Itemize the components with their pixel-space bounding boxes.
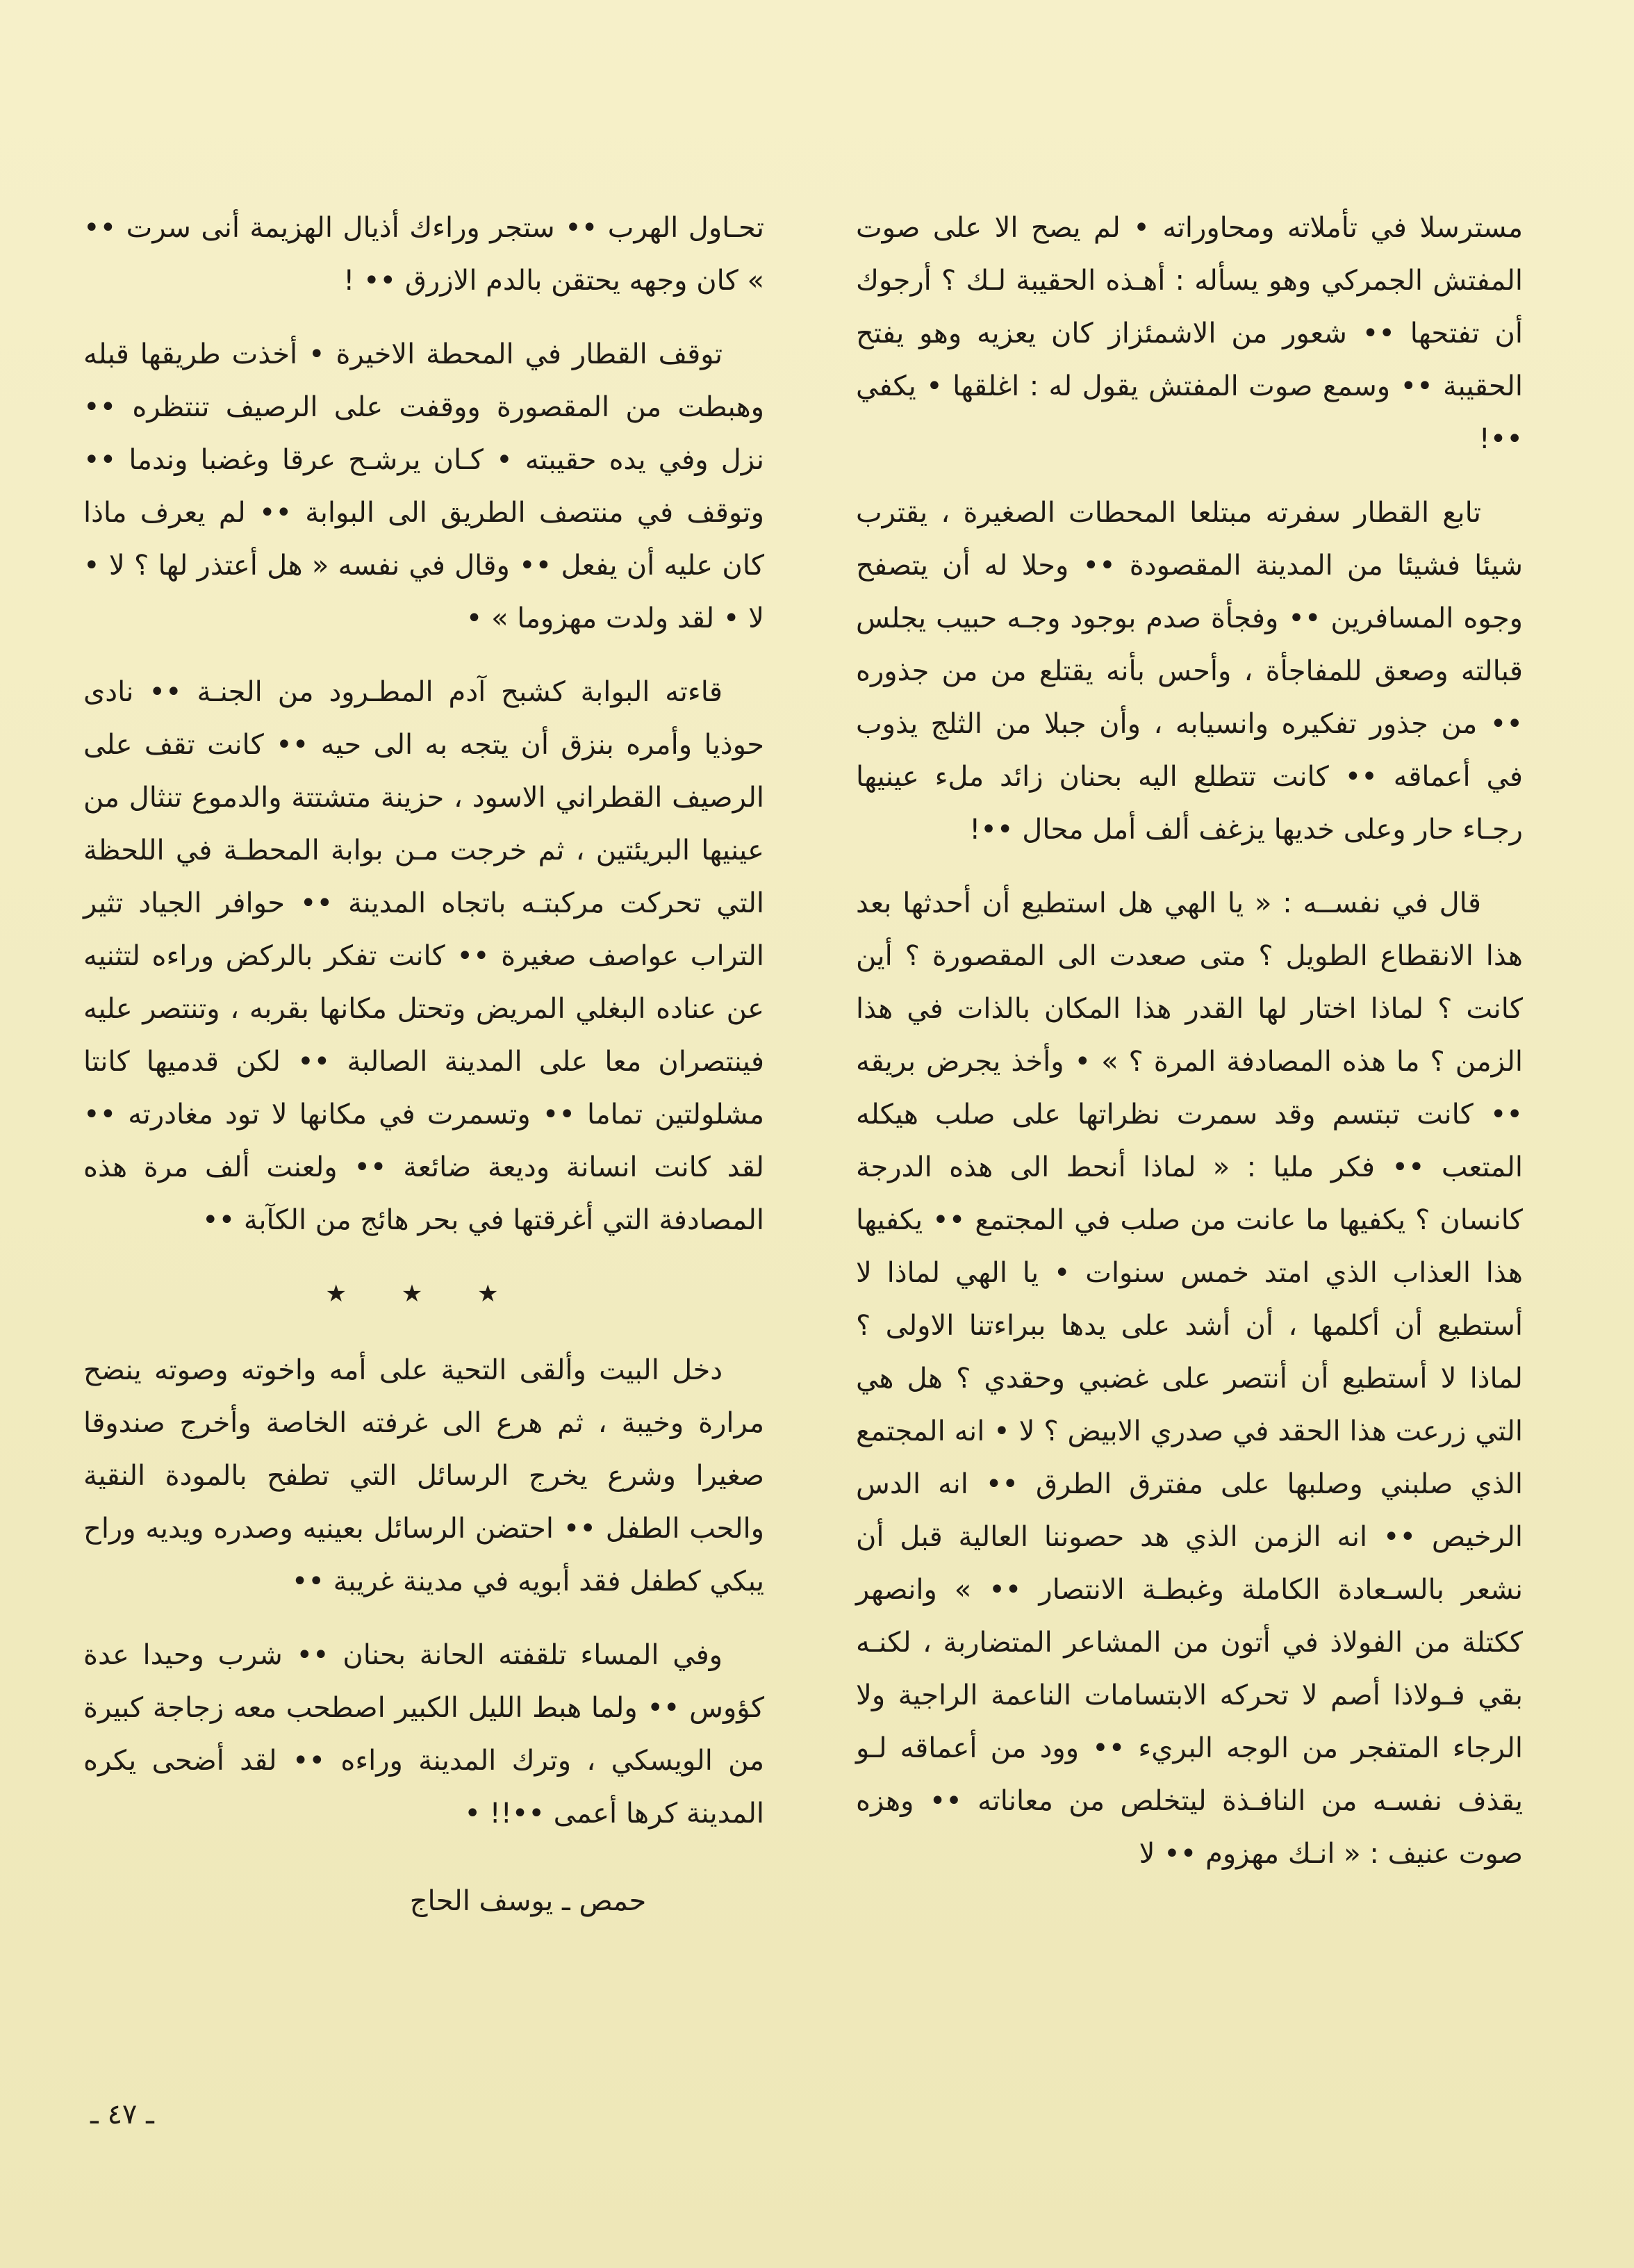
- paragraph: وفي المساء تلقفته الحانة بحنان •• شرب وحيدا عدة كؤوس •• ولما هبط الليل الكبير اصطحب معه زجاجة كبيرة من الويسكي ، وترك المدينة وراءه •• لقد أضحى يكره المدينة كرها أعمى ••!! •: [83, 1639, 764, 1830]
- author-signature: حمص ـ يوسف الحاج: [409, 1885, 647, 1917]
- left-text-column: [83, 202, 764, 1928]
- paragraph: دخل البيت وألقى التحية على أمه واخوته وصوته ينضح مرارة وخيبة ، ثم هرع الى غرفته الخاصة وأخرج صندوقا صغيرا وشرع يخرج الرسائل التي تطفح بالمودة النقية والحب الطفل •• احتضن الرسائل بعينيه وصدره ويديه وراح يبكي كطفل فقد أبويه في مدينة غريبة ••: [83, 1354, 764, 1597]
- paragraph: قال في نفســه : « يا الهي هل استطيع أن أحدثها بعد هذا الانقطاع الطويل ؟ متى صعدت الى المقصورة ؟ أين كانت ؟ لماذا اختار لها القدر هذا المكان بالذات في هذا الزمن ؟ ما هذه المصادفة المرة ؟ » • وأخذ يجرض بريقه •• كانت تبتسم وقد سمرت نظراتها على صلب هيكله المتعب •• فكر مليا : « لماذا أنحط الى هذه الدرجة كانسان ؟ يكفيها ما عانت من صلب في المجتمع •• يكفيها هذا العذاب الذي امتد خمس سنوات • يا الهي لماذا لا أستطيع أن أكلمها ، أن أشد على يدها ببراءتنا الاولى ؟ لماذا لا أستطيع أن أنتصر على غضبي وحقدي ؟ هل هي التي زرعت هذا الحقد في صدري الابيض ؟ لا • انه المجتمع الذي صلبني وصلبها على مفترق الطرق •• انه الدس الرخيص •• انه الزمن الذي هد حصوننا العالية قبل أن نشعر بالسـعادة الكاملة وغبطـة الانتصار •• » وانصهر ككتلة من الفولاذ في أتون من المشاعر المتضاربة ، لكنـه بقي فـولاذا أصم لا تحركه الابتسامات الناعمة الراجية ولا الرجاء المتفجر من الوجه البريء •• وود من أعماقه لـو يقذف نفسـه من النافـذة ليتخلص من معاناته •• وهزه صوت عنيف : « انـك مهزوم •• لا: [856, 887, 1523, 1870]
- paragraph: توقف القطار في المحطة الاخيرة • أخذت طريقها قبله وهبطت من المقصورة ووقفت على الرصيف تنتظره •• نزل وفي يده حقيبته • كـان يرشـح عرقا وغضبا وندما •• وتوقف في منتصف الطريق الى البوابة •• لم يعرف ماذا كان عليه أن يفعل •• وقال في نفسه « هل أعتذر لها ؟ لا • لا • لقد ولدت مهزوما » •: [83, 338, 764, 634]
- paragraph: مسترسلا في تأملاته ومحاوراته • لم يصح الا على صوت المفتش الجمركي وهو يسأله : أهـذه الحقيبة لـك ؟ أرجوك أن تفتحها •• شعور من الاشمئزاز كان يعزيه وهو يفتح الحقيبة •• وسمع صوت المفتش يقول له : اغلقها • يكفي ••!: [856, 212, 1523, 455]
- page-number: ـ ٤٧ ـ: [90, 2098, 154, 2130]
- paragraph: تحـاول الهرب •• ستجر وراءك أذيال الهزيمة أنى سرت •• » كان وجهه يحتقن بالدم الازرق •• !: [83, 212, 764, 297]
- paragraph: قاءته البوابة كشبح آدم المطـرود من الجنـة •• نادى حوذيا وأمره بنزق أن يتجه به الى حيه •• كانت تقف على الرصيف القطراني الاسود ، حزينة متشتتة والدموع تنثال من عينيها البريئتين ، ثم خرجت مـن بوابة المحطـة في اللحظة التي تحركت مركبتـه باتجاه المدينة •• حوافر الجياد تثير التراب عواصف صغيرة •• كانت تفكر بالركض وراءه لتثنيه عن عناده البغلي المريض وتحتل مكانها بقربه ، وتنتصر عليه فينتصران معا على المدينة الصالبة •• لكن قدميها كانتا مشلولتين تماما •• وتسمرت في مكانها لا تود مغادرته •• لقد كانت انسانة وديعة ضائعة •• ولعنت ألف مرة هذه المصادفة التي أغرقتها في بحر هائج من الكآبة ••: [83, 676, 764, 1236]
- section-separator-stars: ★ ★ ★: [325, 1280, 522, 1308]
- paragraph: تابع القطار سفرته مبتلعا المحطات الصغيرة ، يقترب شيئا فشيئا من المدينة المقصودة •• وحلا له أن يتصفح وجوه المسافرين •• وفجأة صدم بوجود وجـه حبيب يجلس قبالته وصعق للمفاجأة ، وأحس بأنه يقتلع من من جذوره •• من جذور تفكيره وانسيابه ، وأن جبلا من الثلج يذوب في أعماقه •• كانت تتطلع اليه بحنان زائد ملء عينيها رجـاء حار وعلى خديها يزغف ألف أمل محال ••!: [856, 497, 1523, 846]
- right-text-column: [856, 202, 1523, 1901]
